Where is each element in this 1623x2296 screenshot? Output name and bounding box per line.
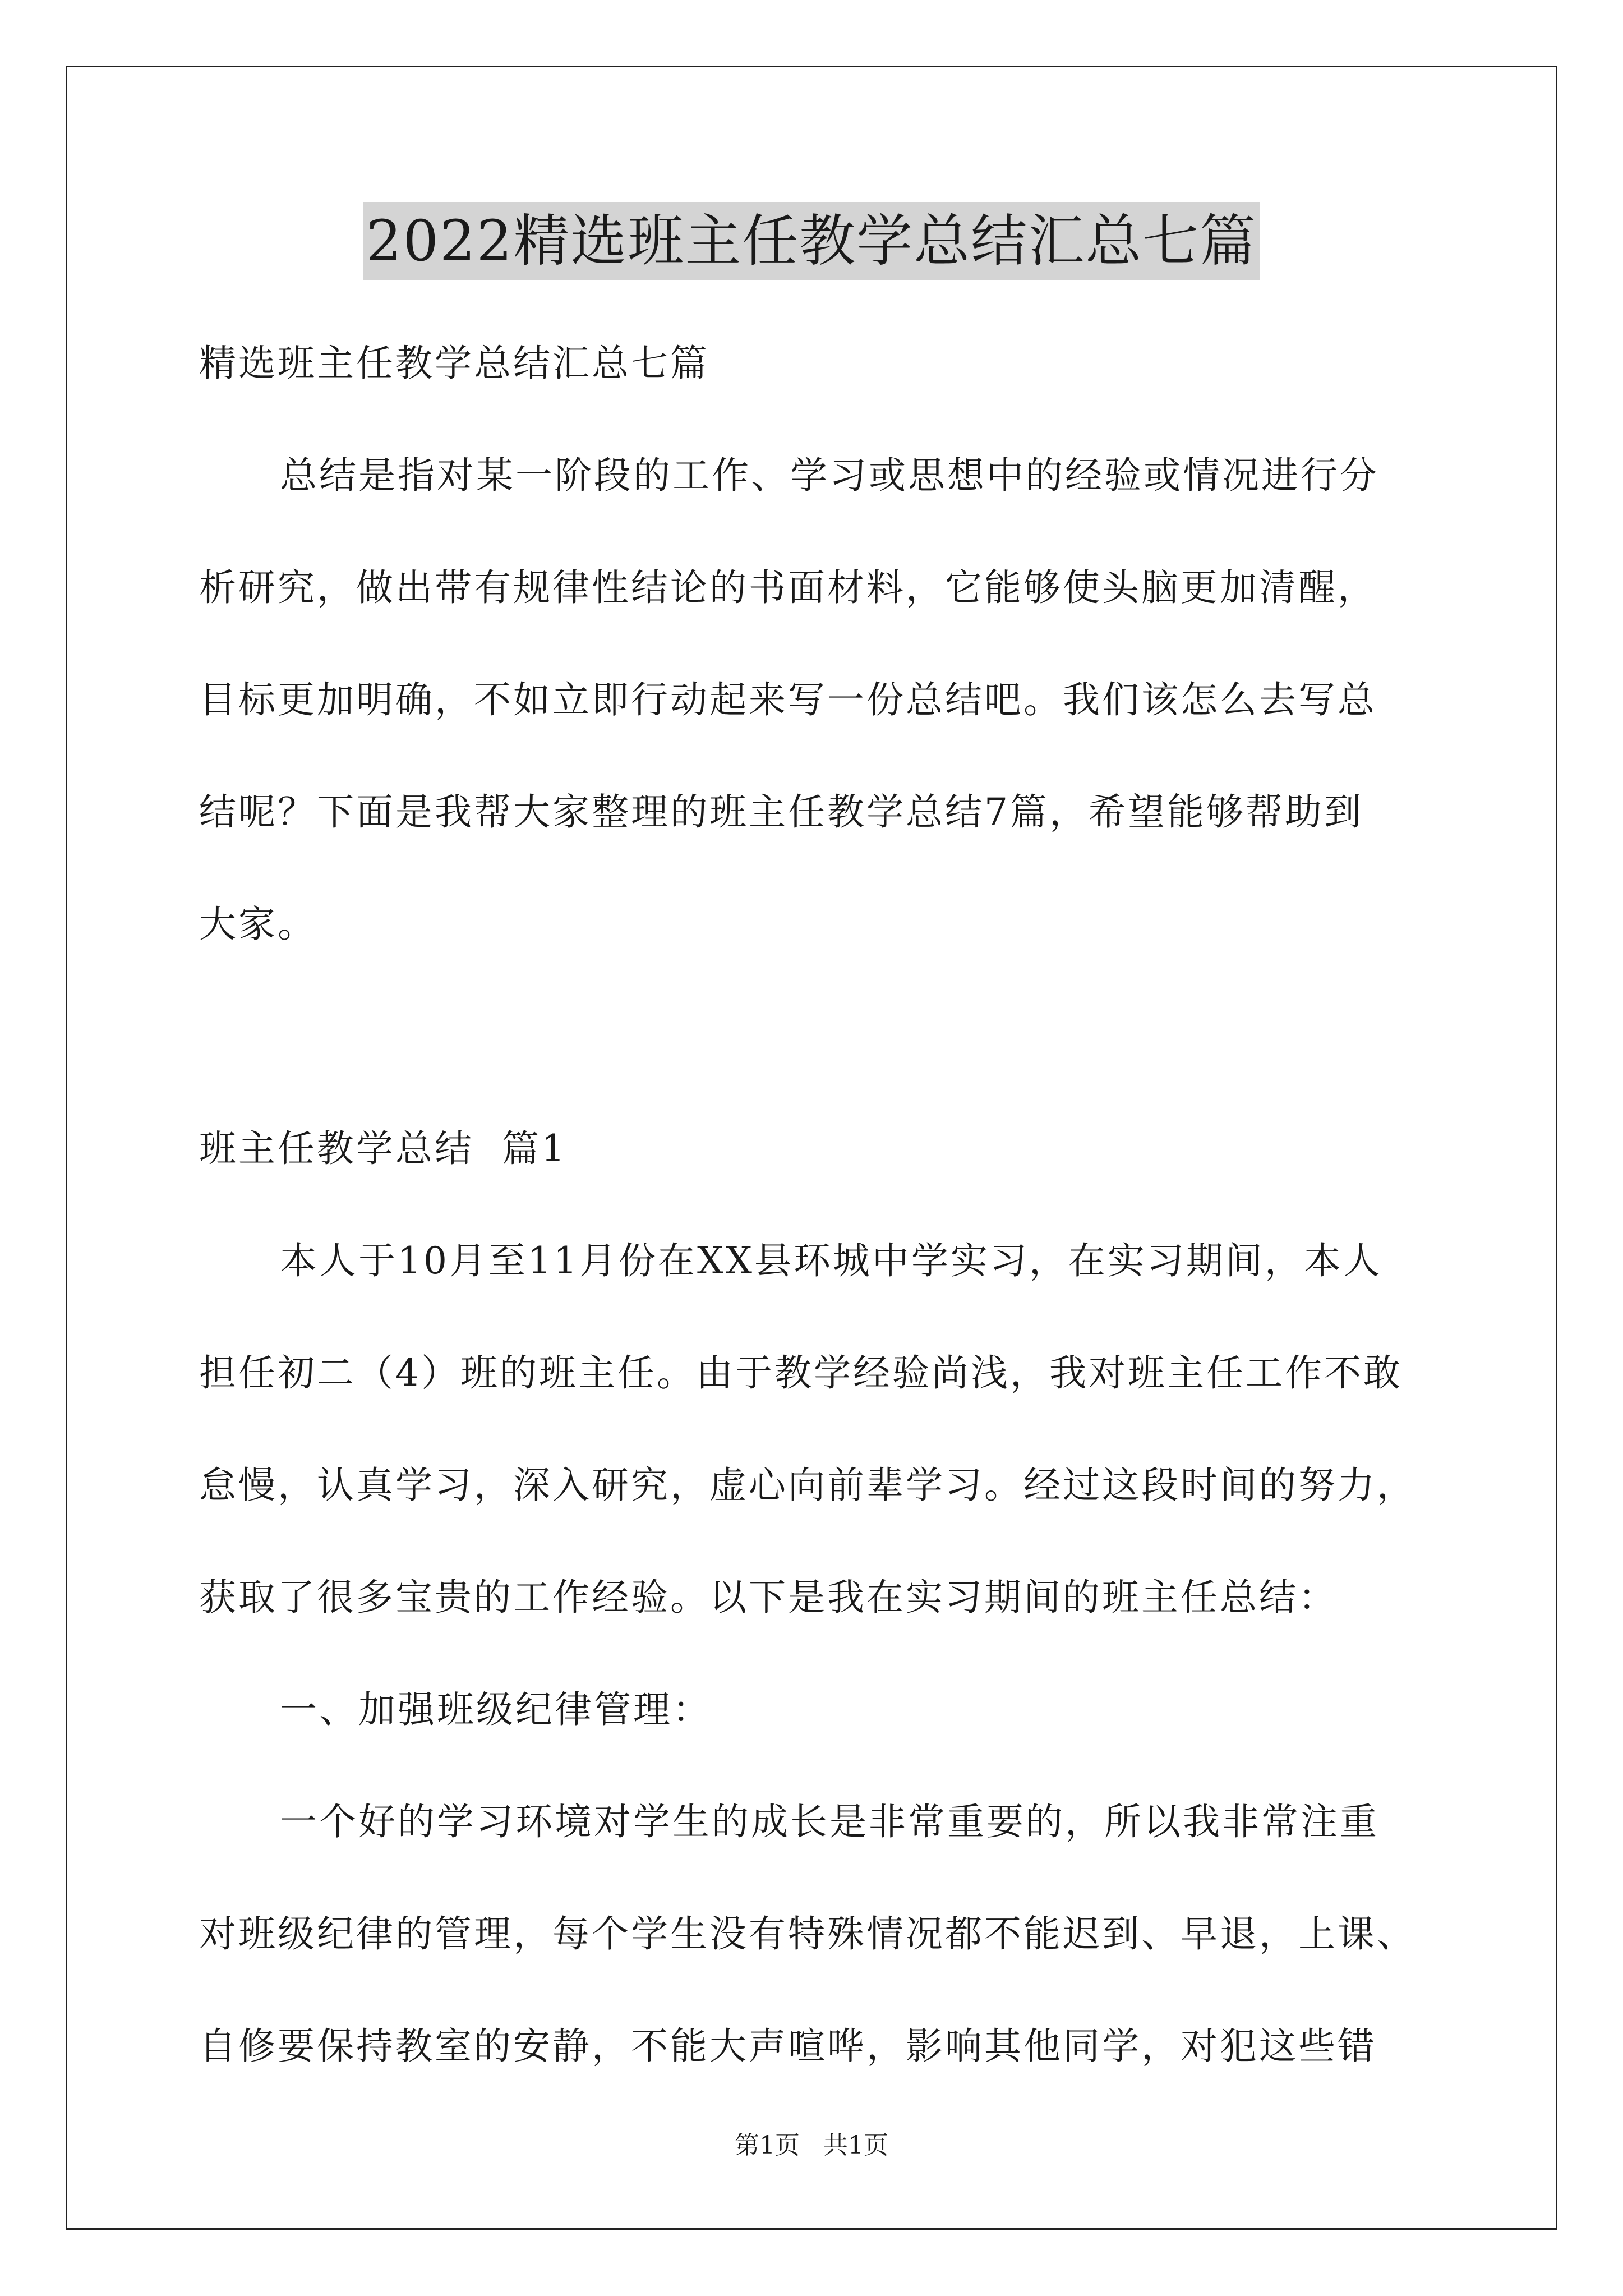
- section1-paragraph-1: [199, 1205, 1433, 1654]
- text-line: 一个好的学习环境对学生的成长是非常重要的，所以我非常注重: [280, 1800, 1379, 1843]
- document-body: [199, 307, 1433, 2102]
- text-line: 怠慢，认真学习，深入研究，虚心向前辈学习。经过这段时间的努力，: [199, 1464, 1416, 1507]
- document-title: 2022精选班主任教学总结汇总七篇: [363, 202, 1261, 280]
- text-line: 本人于10月至11月份在XX县环城中学实习，在实习期间，本人: [280, 1239, 1382, 1282]
- text-line: 结呢？下面是我帮大家整理的班主任教学总结7篇，希望能够帮助到: [199, 790, 1363, 834]
- section1-paragraph-2: [199, 1766, 1433, 2102]
- text-line: 析研究，做出带有规律性结论的书面材料，它能够使头脑更加清醒，: [199, 566, 1377, 609]
- paragraph-gap: [199, 981, 1433, 1093]
- title-container: [0, 202, 1623, 280]
- text-line: 获取了很多宝贵的工作经验。以下是我在实习期间的班主任总结：: [199, 1576, 1338, 1619]
- intro-paragraph: [199, 420, 1433, 981]
- text-line: 担任初二（4）班的班主任。由于教学经验尚浅，我对班主任工作不敢: [199, 1351, 1403, 1395]
- document-subtitle: 精选班主任教学总结汇总七篇: [199, 342, 709, 385]
- page-footer: [0, 2129, 1623, 2162]
- section-heading: 班主任教学总结 篇1: [199, 1127, 567, 1170]
- text-line: 目标更加明确，不如立即行动起来写一份总结吧。我们该怎么去写总: [199, 678, 1377, 721]
- page-number-current: 第1页: [735, 2131, 800, 2160]
- text-line: 大家。: [199, 903, 317, 946]
- page-number-total: 共1页: [823, 2131, 888, 2160]
- text-line: 对班级纪律的管理，每个学生没有特殊情况都不能迟到、早退，上课、: [199, 1912, 1416, 1955]
- text-line: 总结是指对某一阶段的工作、学习或思想中的经验或情况进行分: [280, 454, 1379, 497]
- section-subheading: 一、加强班级纪律管理：: [280, 1688, 712, 1731]
- text-line: 自修要保持教室的安静，不能大声喧哗，影响其他同学，对犯这些错: [199, 2024, 1377, 2068]
